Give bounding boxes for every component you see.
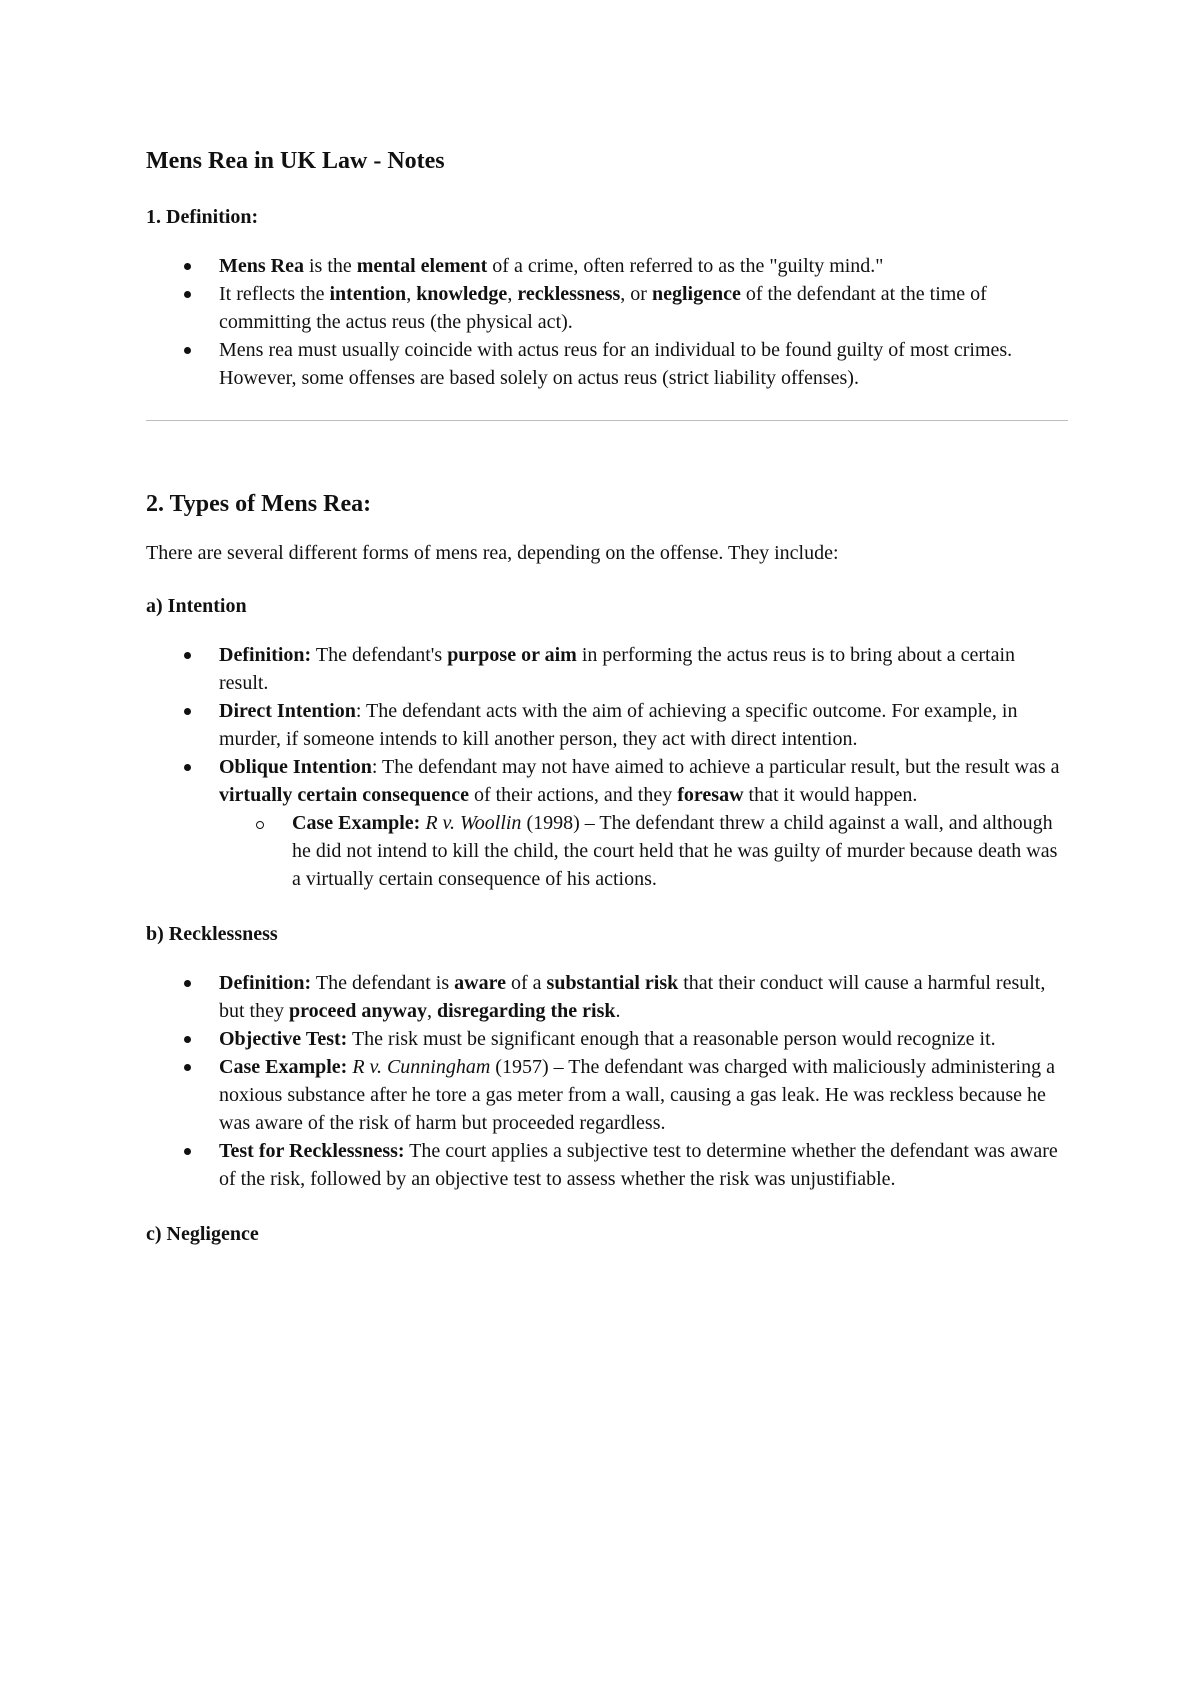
bullet-icon — [184, 347, 191, 354]
list-item: It reflects the intention, knowledge, recklessness, or negligence of the defendant at the time of committing the actus reus (the physical act). — [146, 280, 1066, 336]
document-title: Mens Rea in UK Law - Notes — [146, 148, 445, 174]
negligence-heading: c) Negligence — [146, 1223, 259, 1245]
recklessness-heading: b) Recklessness — [146, 923, 278, 945]
list-item: Objective Test: The risk must be significant enough that a reasonable person would recognize it. — [146, 1025, 1066, 1053]
list-item: Mens Rea is the mental element of a crime, often referred to as the "guilty mind." — [146, 252, 1066, 280]
recklessness-list — [146, 969, 1066, 1193]
bullet-icon — [184, 708, 191, 715]
bullet-icon — [184, 263, 191, 270]
types-intro: There are several different forms of mens rea, depending on the offense. They include: — [146, 542, 839, 564]
bullet-icon — [184, 1064, 191, 1071]
section-divider — [146, 420, 1068, 421]
sub-list-item: Case Example: R v. Woollin (1998) – The defendant threw a child against a wall, and although he did not intend to kill the child, the court held that he was guilty of murder because death was a virtually certain consequence of his actions. — [219, 809, 1066, 893]
list-item: Definition: The defendant is aware of a substantial risk that their conduct will cause a harmful result, but they proceed anyway, disregarding the risk. — [146, 969, 1066, 1025]
list-item: Mens rea must usually coincide with actus reus for an individual to be found guilty of most crimes. However, some offenses are based solely on actus reus (strict liability offenses). — [146, 336, 1066, 392]
list-item: Direct Intention: The defendant acts with the aim of achieving a specific outcome. For example, in murder, if someone intends to kill another person, they act with direct intention. — [146, 697, 1066, 753]
definition-list — [146, 252, 1066, 392]
list-item: Definition: The defendant's purpose or aim in performing the actus reus is to bring about a certain result. — [146, 641, 1066, 697]
bullet-icon — [184, 1148, 191, 1155]
circle-bullet-icon — [256, 821, 264, 829]
list-item: Case Example: R v. Cunningham (1957) – The defendant was charged with maliciously administering a noxious substance after he tore a gas meter from a wall, causing a gas leak. He was reckless because he was aware of the risk of harm but proceeded regardless. — [146, 1053, 1066, 1137]
bullet-icon — [184, 1036, 191, 1043]
intention-sublist — [219, 809, 1066, 893]
bullet-icon — [184, 980, 191, 987]
intention-heading: a) Intention — [146, 595, 247, 617]
list-item: Oblique Intention: The defendant may not have aimed to achieve a particular result, but the result was a virtually certain consequence of their actions, and they foresaw that it would happen. Case Example: R v. Woollin (1998) – The defendant threw a child against a wall, and although he did not intend to kill the child, the court held that he was guilty of murder because death was a virtually certain consequence of his actions. — [146, 753, 1066, 893]
document-page — [146, 146, 1066, 1269]
definition-heading: 1. Definition: — [146, 206, 259, 228]
bullet-icon — [184, 291, 191, 298]
bullet-icon — [184, 764, 191, 771]
list-item: Test for Recklessness: The court applies a subjective test to determine whether the defendant was aware of the risk, followed by an objective test to assess whether the risk was unjustifiable. — [146, 1137, 1066, 1193]
types-heading: 2. Types of Mens Rea: — [146, 491, 372, 517]
intention-list — [146, 641, 1066, 893]
bullet-icon — [184, 652, 191, 659]
